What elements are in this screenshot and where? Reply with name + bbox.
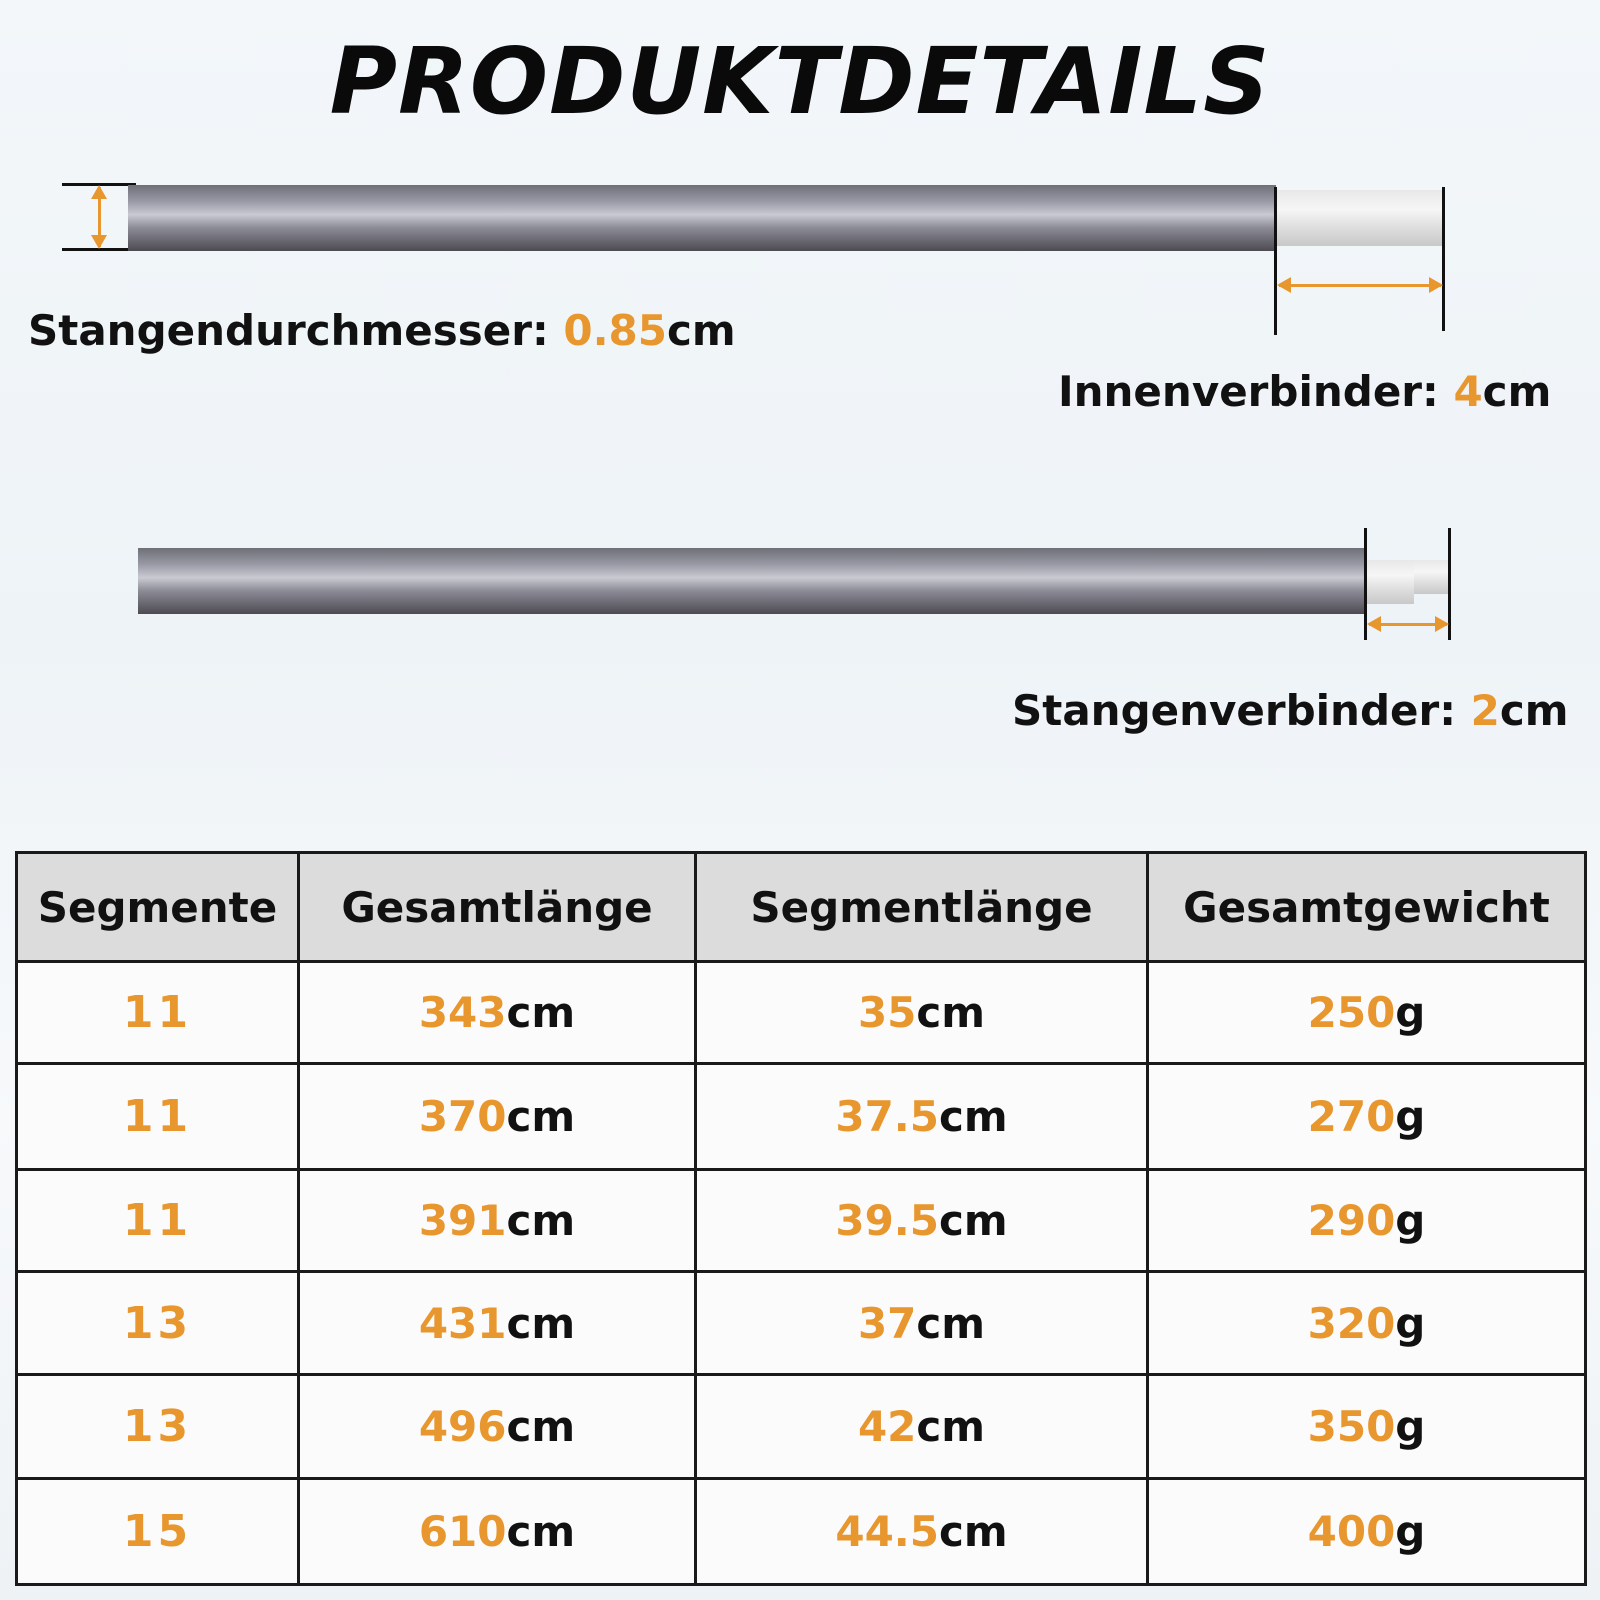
total-weight-cell (1148, 1064, 1586, 1170)
diameter-value: 0.85 (563, 306, 667, 355)
segment-length-cell (696, 962, 1148, 1064)
table-row (17, 1064, 1586, 1170)
weight-value: 320 (1307, 1298, 1396, 1348)
total-length-unit: cm (506, 1196, 576, 1246)
inner-connector (1276, 190, 1444, 246)
total-length-unit: cm (506, 1298, 576, 1348)
header-segments: Segmente (17, 853, 299, 962)
weight-value: 290 (1307, 1196, 1396, 1246)
rod-segment (128, 185, 1276, 251)
inner-connector-unit: cm (1482, 367, 1552, 416)
total-weight-cell (1148, 1170, 1586, 1272)
diameter-unit: cm (667, 306, 736, 355)
rod-connector-tip (1414, 560, 1448, 594)
total-weight-cell (1148, 1374, 1586, 1478)
segment-length-unit: cm (916, 1401, 986, 1451)
table-header-row (17, 853, 1586, 962)
total-length-cell (299, 1374, 696, 1478)
diameter-label-text: Stangendurchmesser: (28, 306, 564, 355)
segment-length-cell (696, 1478, 1148, 1584)
total-weight-cell (1148, 962, 1586, 1064)
segment-length-unit: cm (916, 1298, 986, 1348)
segments-cell (17, 1064, 299, 1170)
rod-segment-2 (138, 548, 1366, 614)
segment-length-value: 35 (857, 988, 917, 1038)
table-row (17, 1374, 1586, 1478)
segment-length-value: 37.5 (835, 1092, 939, 1142)
total-length-value: 431 (418, 1298, 507, 1348)
header-total-weight: Gesamtgewicht (1148, 853, 1586, 962)
weight-value: 270 (1307, 1092, 1396, 1142)
segment-length-cell (696, 1374, 1148, 1478)
total-length-cell (299, 1170, 696, 1272)
segments-cell (17, 962, 299, 1064)
table-row (17, 1478, 1586, 1584)
weight-unit: g (1395, 1401, 1426, 1451)
rod-connector-value: 2 (1470, 686, 1500, 735)
total-length-cell (299, 962, 696, 1064)
rod-connector-label-text: Stangenverbinder: (1012, 686, 1471, 735)
total-length-unit: cm (506, 1401, 576, 1451)
inner-connector-label (1058, 367, 1551, 416)
segments-cell (17, 1272, 299, 1374)
inner-connector-label-text: Innenverbinder: (1058, 367, 1454, 416)
weight-value: 250 (1307, 988, 1396, 1038)
weight-unit: g (1395, 988, 1426, 1038)
header-segment-length: Segmentlänge (696, 853, 1148, 962)
segment-length-value: 37 (857, 1298, 917, 1348)
weight-unit: g (1395, 1092, 1426, 1142)
segment-length-value: 44.5 (835, 1506, 939, 1556)
segment-length-unit: cm (916, 988, 986, 1038)
total-weight-cell (1148, 1272, 1586, 1374)
inner-connector-value: 4 (1453, 367, 1483, 416)
rod-connector-arrow (1369, 623, 1447, 626)
segments-cell: 11 (122, 1091, 193, 1143)
table-row (17, 1272, 1586, 1374)
total-length-value: 610 (418, 1506, 507, 1556)
segment-length-value: 39.5 (835, 1196, 939, 1246)
total-length-cell (299, 1064, 696, 1170)
diameter-arrow (98, 187, 101, 247)
total-length-value: 496 (418, 1401, 507, 1451)
weight-value: 350 (1307, 1401, 1396, 1451)
rod-connector-sleeve (1366, 560, 1414, 604)
rod-connector-unit: cm (1499, 686, 1569, 735)
rod-connector-label (1012, 686, 1569, 735)
inner-connector-arrow (1279, 284, 1441, 287)
segment-length-unit: cm (938, 1196, 1008, 1246)
segments-cell: 13 (122, 1297, 193, 1349)
total-length-cell (299, 1478, 696, 1584)
inner-connector-tick-left (1274, 187, 1277, 335)
spec-table (15, 851, 1587, 1586)
total-length-unit: cm (506, 1506, 576, 1556)
total-weight-cell (1148, 1478, 1586, 1584)
segment-length-cell (696, 1064, 1148, 1170)
total-length-value: 391 (418, 1196, 507, 1246)
total-length-cell (299, 1272, 696, 1374)
segment-length-cell (696, 1272, 1148, 1374)
segments-cell (17, 1478, 299, 1584)
segment-length-value: 42 (857, 1401, 917, 1451)
total-length-unit: cm (506, 1092, 576, 1142)
segments-cell: 13 (122, 1400, 193, 1452)
segments-cell (17, 1170, 299, 1272)
segments-cell: 11 (122, 1195, 193, 1247)
page-title: PRODUKTDETAILS (329, 28, 1271, 135)
total-length-value: 370 (418, 1092, 507, 1142)
weight-unit: g (1395, 1196, 1426, 1246)
segment-length-unit: cm (938, 1092, 1008, 1142)
total-length-unit: cm (506, 988, 576, 1038)
table-row (17, 962, 1586, 1064)
segment-length-cell (696, 1170, 1148, 1272)
header-total-length: Gesamtlänge (299, 853, 696, 962)
weight-unit: g (1395, 1298, 1426, 1348)
segments-cell (17, 1374, 299, 1478)
table-row (17, 1170, 1586, 1272)
weight-unit: g (1395, 1506, 1426, 1556)
weight-value: 400 (1307, 1506, 1396, 1556)
segment-length-unit: cm (938, 1506, 1008, 1556)
diameter-label (28, 306, 736, 355)
segments-cell: 15 (122, 1505, 193, 1557)
inner-connector-tick-right (1442, 187, 1445, 331)
segments-cell: 11 (122, 987, 193, 1039)
total-length-value: 343 (418, 988, 507, 1038)
